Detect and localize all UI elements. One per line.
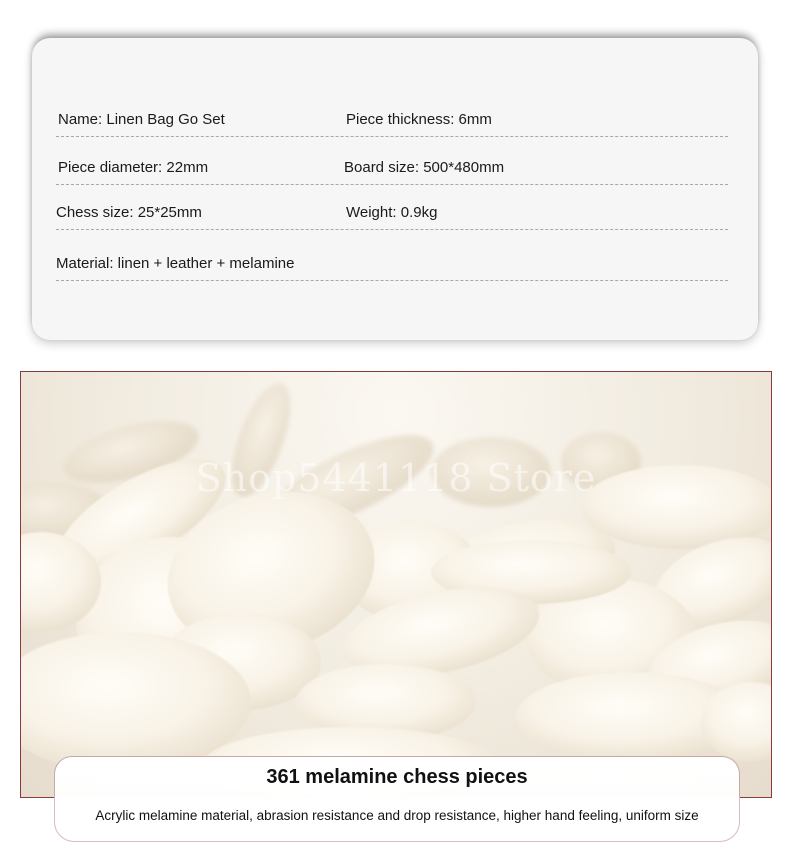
caption-title-box	[54, 756, 740, 799]
spec-piece-diameter: Piece diameter: 22mm	[58, 159, 209, 176]
caption-title: 361 melamine chess pieces	[266, 766, 528, 788]
go-stones-photo	[20, 371, 772, 798]
store-watermark: Shop5441118 Store	[195, 456, 597, 500]
spec-row-1	[56, 96, 728, 137]
caption-description: Acrylic melamine material, abrasion resistance and drop resistance, higher hand feeling, uniform size	[95, 808, 699, 823]
spec-row-2	[56, 144, 728, 185]
spec-card	[32, 38, 758, 340]
spec-material: Material: linen + leather + melamine	[56, 255, 295, 272]
spec-board-size: Board size: 500*480mm	[344, 159, 505, 176]
spec-row-4	[56, 240, 728, 281]
go-stones-illustration	[21, 372, 771, 797]
spec-chess-size: Chess size: 25*25mm	[56, 204, 202, 221]
caption-description-box	[54, 797, 740, 842]
spec-row-3	[56, 189, 728, 230]
spec-name: Name: Linen Bag Go Set	[58, 111, 225, 128]
spec-weight: Weight: 0.9kg	[346, 204, 438, 221]
spec-piece-thickness: Piece thickness: 6mm	[346, 111, 492, 128]
